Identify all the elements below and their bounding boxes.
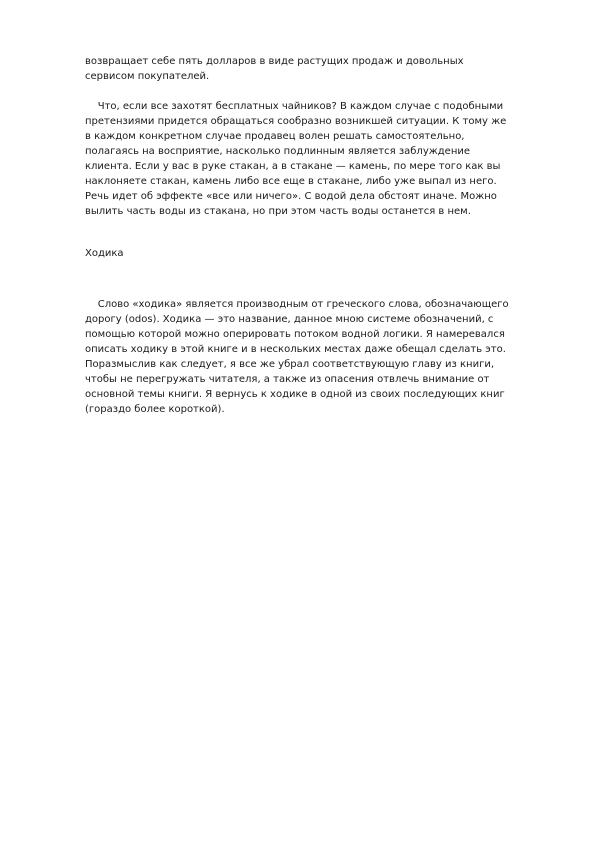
text-line: клиента. Если у вас в руке стакан, а в стакане — камень, по мере того как вы <box>85 161 501 172</box>
text-line: Поразмыслив как следует, я все же убрал соответствующую главу из книги, <box>85 359 494 370</box>
text-line: чтобы не перегружать читателя, а также из опасения отвлечь внимание от <box>85 374 490 385</box>
paragraph-continuation <box>85 54 555 84</box>
text-line: в каждом конкретном случае продавец волен решать самостоятельно, <box>85 131 465 142</box>
section-heading <box>85 246 555 261</box>
text-line: сервисом покупателей. <box>85 71 210 82</box>
text-line: описать ходику в этой книге и в нескольких местах даже обещал сделать это. <box>85 344 506 355</box>
text-line: возвращает себе пять долларов в виде растущих продаж и довольных <box>85 56 464 67</box>
paragraph-hodika <box>85 297 555 417</box>
text-line: (гораздо более короткой). <box>85 404 225 415</box>
section-heading-text: Ходика <box>85 248 124 259</box>
text-line: полагаясь на восприятие, насколько подлинным является заблуждение <box>85 146 471 157</box>
text-line: Речь идет об эффекте «все или ничего». С водой дела обстоят иначе. Можно <box>85 191 497 202</box>
text-line: дорогу (odos). Ходика — это название, данное мною системе обозначений, с <box>85 314 494 325</box>
text-line: основной темы книги. Я вернусь к ходике в одной из своих последующих книг <box>85 389 505 400</box>
text-line: вылить часть воды из стакана, но при этом часть воды останется в нем. <box>85 206 471 217</box>
text-line: Слово «ходика» является производным от греческого слова, обозначающего <box>85 299 509 310</box>
paragraph-free-kettles <box>85 99 555 219</box>
text-line: наклоняете стакан, камень либо все еще в стакане, либо уже выпал из него. <box>85 176 497 187</box>
text-line: помощью которой можно оперировать потоком водной логики. Я намеревался <box>85 329 505 340</box>
text-line: Что, если все захотят бесплатных чайников? В каждом случае с подобными <box>85 101 504 112</box>
text-line: претензиями придется обращаться сообразно возникшей ситуации. К тому же <box>85 116 507 127</box>
